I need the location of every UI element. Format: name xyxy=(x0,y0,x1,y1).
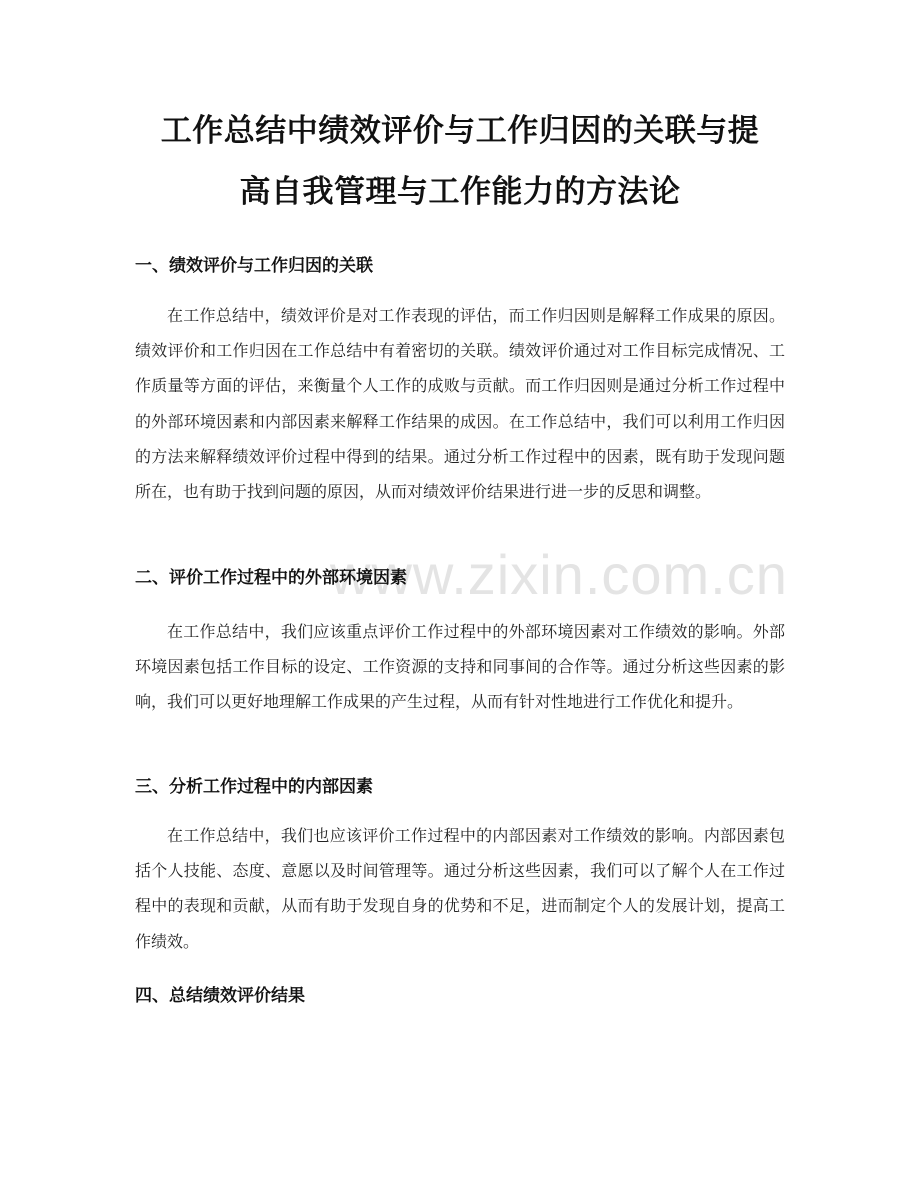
watermark-text: www.zixin.com.cn xyxy=(330,543,788,606)
section-4-heading: 四、总结绩效评价结果 xyxy=(135,986,305,1006)
section-2-paragraph: 在工作总结中，我们应该重点评价工作过程中的外部环境因素对工作绩效的影响。外部环境因素包括工作目标的设定、工作资源的支持和同事间的合作等。通过分析这些因素的影响，我们可以更好地理解工作成果的产生过程，从而有针对性地进行工作优化和提升。 xyxy=(135,622,785,712)
document-title-line-2: 高自我管理与工作能力的方法论 xyxy=(239,174,681,210)
section-3-paragraph: 在工作总结中，我们也应该评价工作过程中的内部因素对工作绩效的影响。内部因素包括个人技能、态度、意愿以及时间管理等。通过分析这些因素，我们可以了解个人在工作过程中的表现和贡献，从而有助于发现自身的优势和不足，进而制定个人的发展计划，提高工作绩效。 xyxy=(135,826,785,951)
section-2-heading: 二、评价工作过程中的外部环境因素 xyxy=(135,568,407,588)
section-3-heading: 三、分析工作过程中的内部因素 xyxy=(135,777,373,797)
section-1-heading: 一、绩效评价与工作归因的关联 xyxy=(135,256,373,276)
document-title-line-1: 工作总结中绩效评价与工作归因的关联与提 xyxy=(160,113,760,149)
section-1-paragraph: 在工作总结中，绩效评价是对工作表现的评估，而工作归因则是解释工作成果的原因。绩效评价和工作归因在工作总结中有着密切的关联。绩效评价通过对工作目标完成情况、工作质量等方面的评估，来衡量个人工作的成败与贡献。而工作归因则是通过分析工作过程中的外部环境因素和内部因素来解释工作结果的成因。在工作总结中，我们可以利用工作归因的方法来解释绩效评价过程中得到的结果。通过分析工作过程中的因素，既有助于发现问题所在，也有助于找到问题的原因，从而对绩效评价结果进行进一步的反思和调整。 xyxy=(135,306,785,502)
